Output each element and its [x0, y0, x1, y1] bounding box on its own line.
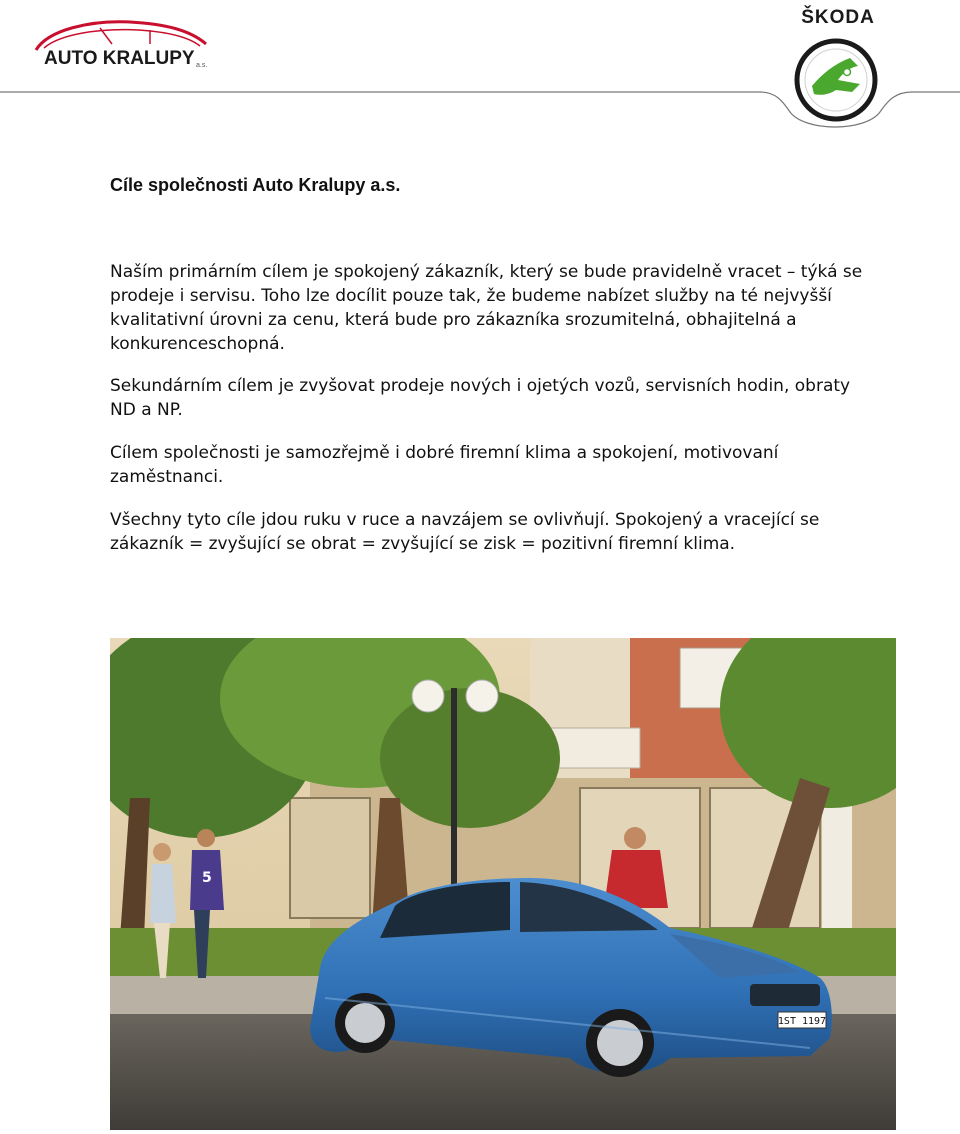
paragraph-secondary-goal: Sekundárním cílem je zvyšovat prodeje nových i ojetých vozů, servisních hodin, obraty ND a NP. [110, 376, 851, 420]
paragraph-company-climate: Cílem společnosti je samozřejmě i dobré firemní klima a spokojení, motivovaní zaměstnanci. [110, 443, 779, 487]
header-graphics [0, 0, 960, 140]
car-photo [110, 638, 896, 1130]
skoda-brand-name: ŠKODA [801, 7, 875, 28]
paragraph-primary-goal: Naším primárním cílem je spokojený zákazník, který se bude pravidelně vracet – týká se prodeje i servisu. Toho lze docílit pouze tak, že budeme nabízet služby na té nejvyšší kvalitativní úrovni za cenu, která bude pro zákazníka srozumitelná, obhajitelná a konkurenceschopná. [110, 262, 863, 354]
page-header [0, 0, 960, 140]
dealer-logo-text: AUTO KRALUPY [44, 48, 195, 69]
jersey-number: 5 [202, 870, 212, 886]
skoda-winged-arrow-icon[interactable] [797, 41, 875, 119]
paragraph-summary: Všechny tyto cíle jdou ruku v ruce a navzájem se ovlivňují. Spokojený a vracející se zákazník = zvyšující se obrat = zvyšující se zisk = pozitivní firemní klima. [110, 510, 820, 554]
page-title: Cíle společnosti Auto Kralupy a.s. [110, 175, 401, 195]
license-plate: 1ST 1197 [777, 1016, 827, 1027]
auto-kralupy-logo[interactable] [36, 22, 207, 69]
dealer-logo-suffix: a.s. [196, 62, 208, 69]
skoda-rapid-scene [110, 638, 896, 1130]
